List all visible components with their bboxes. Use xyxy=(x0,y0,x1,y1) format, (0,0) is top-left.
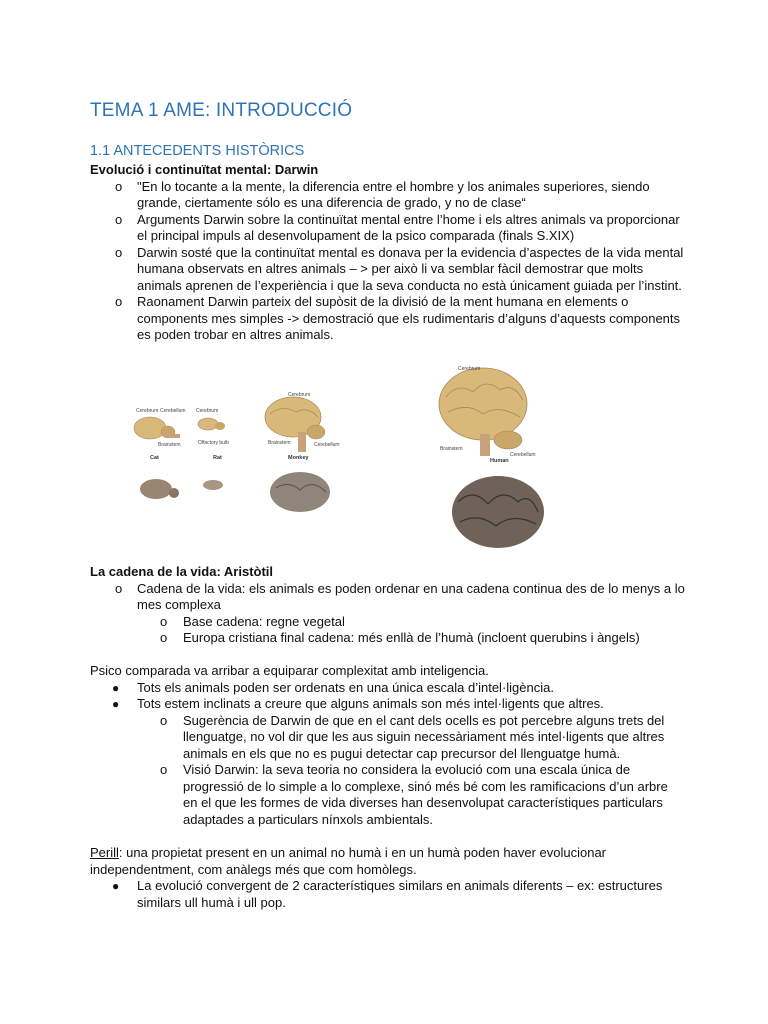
circle-bullet-icon: o xyxy=(160,613,168,629)
svg-text:Cerebrum: Cerebrum xyxy=(288,392,311,398)
caption-cat: Cat xyxy=(150,455,159,461)
darwin-section xyxy=(90,162,685,344)
svg-text:Cerebellum: Cerebellum xyxy=(314,442,340,448)
list-item: ● Tots estem inclinats a creure que alguns animals son més intel·ligents que altres. xyxy=(112,696,604,711)
subheading-darwin: Evolució i continuïtat mental: Darwin xyxy=(90,162,319,177)
circle-bullet-icon: o xyxy=(160,712,168,728)
svg-text:Cerebellum: Cerebellum xyxy=(160,408,186,414)
list-subitem: o Visió Darwin: la seva teoria no considera la evolució com una escala única de progressió de lo simple a lo complexe, sinó més bé com les ramificacions d’un arbre en el que les formes de vida diverses han desenvolupat característiques particulars adaptades a particulars nínxols ambientals. xyxy=(160,762,668,827)
circle-bullet-icon: o xyxy=(160,630,168,645)
document-title: TEMA 1 AME: INTRODUCCIÓ xyxy=(90,100,353,121)
cat-brain-illustration xyxy=(134,408,186,461)
list-item: o Darwin sosté que la continuïtat mental es donava per la evidencia d’aspectes de la vida mental humana observats en altres animals – > per això li va semblar fàcil demostrar que molts animals aprenen de l’experiència i que la seva conducta no està únicament guiada per l’instint. xyxy=(115,244,684,293)
list-item: ● Tots els animals poden ser ordenats en una única escala d’intel·ligència. xyxy=(112,679,554,695)
circle-bullet-icon: o xyxy=(160,762,168,777)
circle-bullet-icon: o xyxy=(115,211,123,227)
caption-monkey: Monkey xyxy=(288,455,309,461)
aristotle-section xyxy=(90,564,685,647)
caption-rat: Rat xyxy=(213,455,222,461)
svg-text:Cerebellum: Cerebellum xyxy=(510,452,536,458)
paragraph: Psico comparada va arribar a equiparar complexitat amb inteligencia. xyxy=(90,663,489,678)
circle-bullet-icon: o xyxy=(115,178,123,194)
list-item: o Cadena de la vida: els animals es poden ordenar en una cadena continua des de lo menys a lo mes complexa xyxy=(115,580,685,612)
circle-bullet-icon: o xyxy=(115,294,123,309)
list-item: ● La evolució convergent de 2 característiques similars en animals diferents – ex: estructures similars ull humà i ull pop. xyxy=(112,878,663,910)
list-subitem: o Sugerència de Darwin de que en el cant dels ocells es pot percebre alguns trets del llenguatge, no vol dir que les aus siguin necessàriament més intel·ligents que altres animals en els que no es pugui detectar cap precursor del llenguatge humà. xyxy=(160,712,665,761)
svg-text:Cerebrum: Cerebrum xyxy=(458,366,481,372)
bullet-icon: ● xyxy=(112,680,120,695)
list-subitem: o Base cadena: regne vegetal xyxy=(160,613,345,629)
svg-text:Brainstem: Brainstem xyxy=(440,446,463,452)
list-item: o "En lo tocante a la mente, la diferencia entre el hombre y los animales superiores, siendo grande, ciertamente sólo es una diferencia de grado, y no de clase“ xyxy=(115,178,650,210)
svg-text:Brainstem: Brainstem xyxy=(158,442,181,448)
section-heading: 1.1 ANTECEDENTS HISTÒRICS xyxy=(90,143,305,159)
monkey-brain-illustration xyxy=(265,392,340,461)
list-subitem: o Europa cristiana final cadena: més enllà de l’humà (incloent querubins i àngels) xyxy=(160,630,640,645)
svg-text:Cerebrum: Cerebrum xyxy=(136,408,159,414)
human-brain-illustration xyxy=(439,366,536,464)
peril-section xyxy=(90,845,685,911)
bullet-icon: ● xyxy=(112,879,120,893)
svg-text:Olfactory bulb: Olfactory bulb xyxy=(198,440,229,446)
circle-bullet-icon: o xyxy=(115,244,123,260)
rat-brain-illustration xyxy=(196,408,229,461)
paragraph: Perill: una propietat present en un animal no humà i en un humà poden haver evolucionar independentment, com anàlegs més que com homòlegs. xyxy=(90,845,607,877)
caption-human: Human xyxy=(490,458,509,464)
circle-bullet-icon: o xyxy=(115,580,123,596)
brain-comparison-figure xyxy=(128,362,568,552)
list-item: o Raonament Darwin parteix del supòsit de la divisió de la ment humana en elements o components mes simples -> demostració que els rudimentaris d’alguns d’aquests components es poden trobar en altres animals. xyxy=(115,294,681,342)
peril-word: Perill xyxy=(90,845,119,860)
bullet-icon: ● xyxy=(112,697,120,711)
brain-photos-row xyxy=(140,472,544,548)
list-item: o Arguments Darwin sobre la continuïtat mental entre l’home i els altres animals va proporcionar el principal impuls al desenvolupament de la psico comparada (finals S.XIX) xyxy=(115,211,680,243)
svg-text:Brainstem: Brainstem xyxy=(268,440,291,446)
svg-text:Cerebrum: Cerebrum xyxy=(196,408,219,414)
subheading-aristotle: La cadena de la vida: Aristòtil xyxy=(90,564,274,579)
intelligence-section xyxy=(90,663,685,828)
